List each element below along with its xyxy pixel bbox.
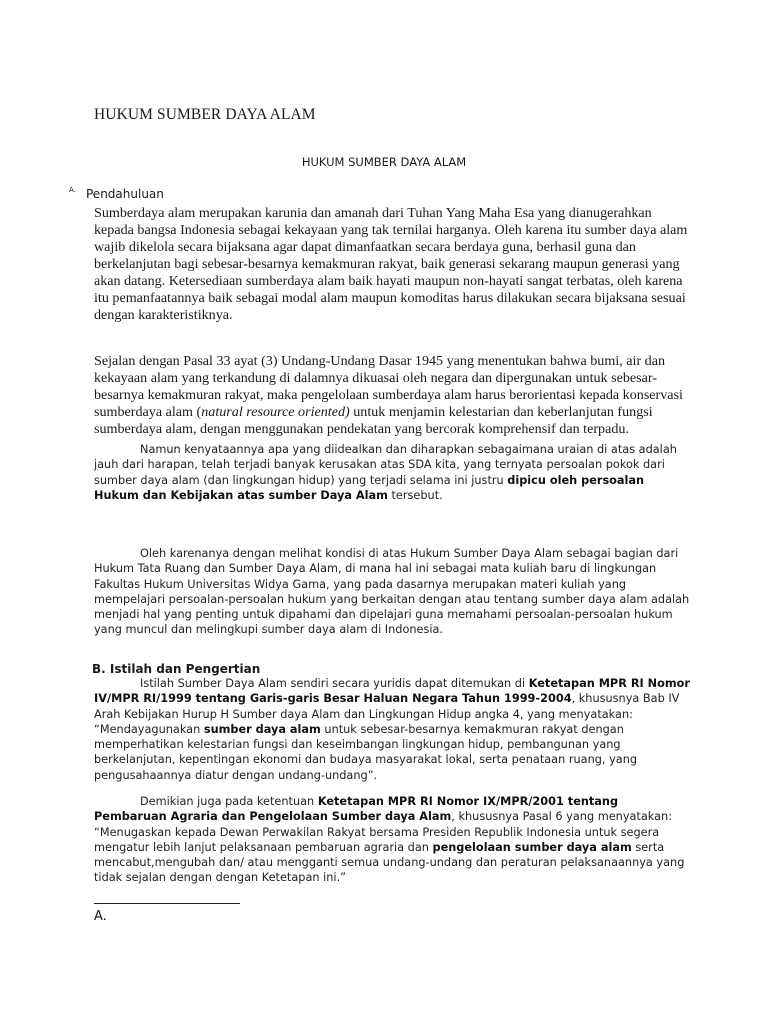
paragraph-italic-text: natural resource oriented): [201, 404, 350, 420]
paragraph-text: untuk sebesar-besarnya kemakmuran rakyat dengan memperhatikan kelestarian fungsi dan keseimbangan lingkungan hidup, pembangunan yang berkelanjutan, kepentingan ekonomi dan budaya masyarakat lokal, serta penataan ruang, yang pengusahaannya diatur dengan undang-undang”.: [94, 722, 638, 782]
document-heading: HUKUM SUMBER DAYA ALAM: [94, 106, 316, 123]
section-a-paragraph-3: [94, 442, 690, 503]
paragraph-text: Oleh karenanya dengan melihat kondisi di atas Hukum Sumber Daya Alam sebagai bagian dari Hukum Tata Ruang dan Sumber Daya Alam, di mana hal ini sebagai mata kuliah baru di lingkungan Fakultas Hukum Universitas Widya Gama, yang pada dasarnya merupakan materi kuliah yang mempelajari persoalan-persoalan hukum yang berkaitan dengan atau tentang sumber daya alam adalah menjadi hal yang penting untuk dipahami dan dipelajari guna memahami persoalan-persoalan hukum yang muncul dan melingkupi sumber daya alam di Indonesia.: [94, 547, 690, 637]
section-b-heading: B. Istilah dan Pengertian: [92, 662, 261, 676]
section-b-paragraph-2: [94, 794, 690, 886]
paragraph-text: Namun kenyataannya apa yang diidealkan dan diharapkan sebagaimana uraian di atas adalah jauh dari harapan, telah terjadi banyak kerusakan atas SDA kita, yang ternyata persoalan pokok dari sumber daya alam (dan lingkungan hidup) yang terjadi selama ini justru: [94, 443, 677, 487]
footnote-divider: [94, 903, 240, 904]
section-a-paragraph-2: [94, 353, 694, 438]
section-b-paragraph-1: [94, 676, 690, 783]
paragraph-bold-text: Ketetapan MPR RI Nomor IX/MPR/2001 tentang Pembaruan Agraria dan Pengelolaan Sumber daya Alam: [94, 795, 619, 824]
paragraph-text: Istilah Sumber Daya Alam sendiri secara yuridis dapat ditemukan di: [140, 677, 529, 690]
paragraph-text: tersebut.: [387, 488, 443, 502]
paragraph-text: Sejalan dengan Pasal 33 ayat (3) Undang-Undang Dasar 1945 yang menentukan bahwa bumi, air dan kekayaan alam yang terkandung di dalamnya dikuasai oleh negara dan dipergunakan untuk sebesar-besarnya kemakmuran rakyat, maka pengelolaan sumberdaya alam harus berorientasi kepada konservasi sumberdaya alam (: [94, 353, 683, 420]
paragraph-text: , khususnya Bab IV Arah Kebijakan Hurup H Sumber daya Alam dan Lingkungan Hidup angka 4, yang menyatakan: “Mendayagunakan: [94, 692, 680, 736]
document-title: HUKUM SUMBER DAYA ALAM: [301, 155, 467, 169]
paragraph-bold-text: sumber daya alam: [203, 722, 321, 736]
section-a-paragraph-4: [94, 546, 690, 638]
paragraph-text: , khususnya Pasal 6 yang menyatakan: “Menugaskan kepada Dewan Perwakilan Rakyat bersama Presiden Republik Indonesia untuk segera mengatur lebih lanjut pelaksanaan pembaruan agraria dan: [94, 810, 673, 854]
paragraph-bold-text: pengelolaan sumber daya alam: [432, 840, 632, 854]
section-a-paragraph-1: Sumberdaya alam merupakan karunia dan amanah dari Tuhan Yang Maha Esa yang dianugerahkan kepada bangsa Indonesia sebagai kekayaan yang tak ternilai harganya. Oleh karena itu sumber daya alam wajib dikelola secara bijaksana agar dapat dimanfaatkan secara berdaya guna, berhasil guna dan berkelanjutan bagi sebesar-besarnya kemakmuran rakyat, baik generasi sekarang maupun generasi yang akan datang. Ketersediaan sumberdaya alam baik hayati maupun non-hayati sangat terbatas, oleh karena itu pemanfaatannya baik sebagai modal alam maupun komoditas harus dilakukan secara bijaksana sesuai dengan karakteristiknya.: [94, 205, 688, 323]
paragraph-bold-text: dipicu oleh persoalan Hukum dan Kebijakan atas sumber Daya Alam: [94, 473, 645, 502]
section-a-marker: A.: [69, 186, 76, 194]
paragraph-text: serta mencabut,mengubah dan/ atau mengganti semua undang-undang dan peraturan pelaksanaannya yang tidak sejalan dengan dengan Ketetapan ini.”: [94, 840, 685, 885]
paragraph-text: Demikian juga pada ketentuan: [140, 795, 318, 808]
paragraph-text: untuk menjamin kelestarian dan keberlanjutan fungsi sumberdaya alam, dengan menggunakan pendekatan yang bercorak komprehensif dan terpadu.: [94, 404, 653, 437]
footnote-marker: A.: [94, 909, 107, 924]
paragraph-bold-text: Ketetapan MPR RI Nomor IV/MPR RI/1999 tentang Garis-garis Besar Haluan Negara Tahun 1999-2004: [94, 677, 690, 706]
section-a-heading: Pendahuluan: [86, 187, 164, 201]
